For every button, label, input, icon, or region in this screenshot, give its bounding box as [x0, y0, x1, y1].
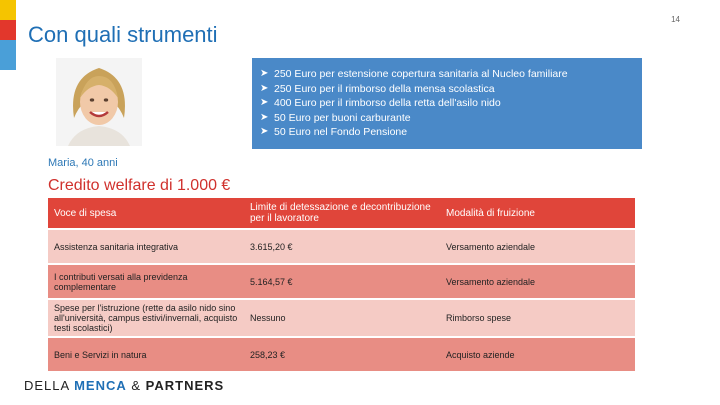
- company-logo: DELLA MENCA & PARTNERS: [24, 378, 225, 393]
- table-cell: 3.615,20 €: [250, 241, 293, 252]
- table-cell: I contributi versati alla previdenza complementare: [54, 271, 188, 292]
- persona-name: Maria, 40 anni: [48, 157, 118, 169]
- table-row: [48, 230, 635, 265]
- allocation-item: ➤ 250 Euro per il rimborso della mensa scolastica: [260, 82, 495, 95]
- table-row: [48, 265, 635, 300]
- welfare-table: [48, 198, 635, 373]
- accent-bar-red: [0, 20, 16, 40]
- allocation-box: [252, 58, 642, 149]
- table-header-row: [48, 198, 635, 230]
- arrow-bullet-icon: ➤: [260, 111, 269, 123]
- header-modalita: Modalità di fruizione: [446, 207, 535, 219]
- table-cell: Versamento aziendale: [446, 276, 536, 287]
- table-row: [48, 300, 635, 338]
- woman-portrait-icon: [56, 58, 142, 146]
- arrow-bullet-icon: ➤: [260, 97, 269, 108]
- table-cell: Acquisto aziende: [446, 349, 515, 360]
- table-cell: Spese per l'istruzione (rette da asilo nido sino all'università, campus estivi/invernali, acquisto testi scolastici): [54, 303, 238, 333]
- allocation-item: ➤ 400 Euro per il rimborso della retta dell'asilo nido: [260, 97, 501, 109]
- allocation-item: ➤ 50 Euro per buoni carburante: [260, 111, 411, 124]
- allocation-item: ➤ 50 Euro nel Fondo Pensione: [260, 126, 408, 138]
- arrow-bullet-icon: ➤: [260, 68, 269, 79]
- credit-title: Credito welfare di 1.000 €: [48, 177, 231, 194]
- slide-title: Con quali strumenti: [28, 22, 218, 47]
- accent-bar-yellow: [0, 0, 16, 20]
- header-voce-di-spesa: Voce di spesa: [54, 207, 117, 219]
- page-number: 14: [671, 15, 680, 24]
- table-cell: 258,23 €: [250, 349, 286, 360]
- accent-bar-blue: [0, 40, 16, 70]
- table-cell: Nessuno: [250, 313, 286, 323]
- arrow-bullet-icon: ➤: [260, 126, 269, 137]
- header-limite: Limite di detessazione e decontribuzione per il lavoratore: [250, 202, 431, 224]
- table-cell: Rimborso spese: [446, 313, 512, 323]
- table-row: [48, 338, 635, 373]
- table-cell: 5.164,57 €: [250, 276, 293, 287]
- table-cell: Assistenza sanitaria integrativa: [54, 241, 179, 252]
- persona-photo: [56, 58, 142, 146]
- allocation-item: ➤ 250 Euro per estensione copertura sanitaria al Nucleo familiare: [260, 68, 568, 80]
- table-cell: Beni e Servizi in natura: [54, 349, 147, 360]
- arrow-bullet-icon: ➤: [260, 82, 269, 94]
- table-cell: Versamento aziendale: [446, 241, 536, 252]
